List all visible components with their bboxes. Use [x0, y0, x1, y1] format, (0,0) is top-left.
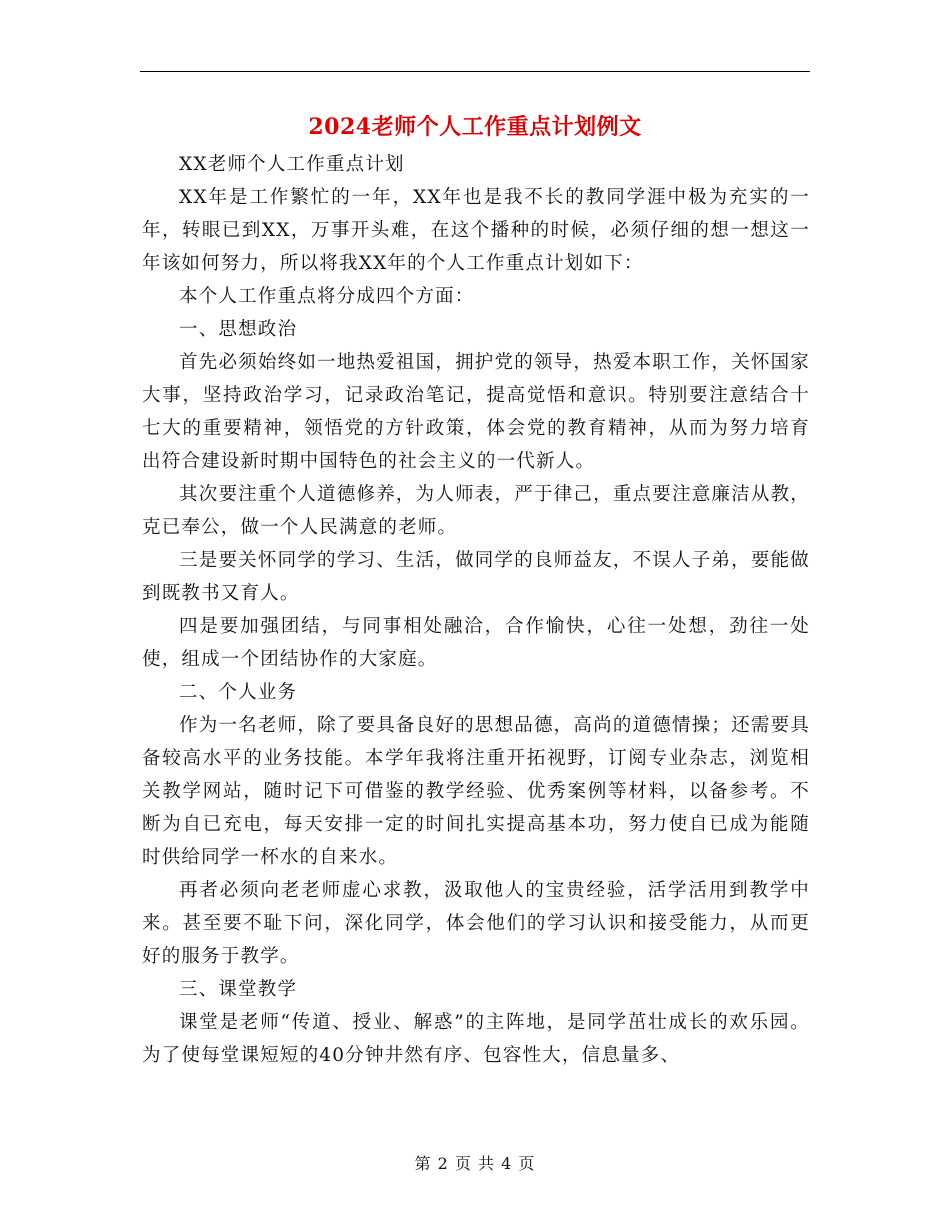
paragraph: 本个人工作重点将分成四个方面：: [179, 286, 475, 307]
section-heading: 二、个人业务: [179, 682, 298, 703]
header-rule: [140, 71, 810, 72]
document-body: [142, 148, 810, 1072]
section-heading: 三、课堂教学: [179, 979, 298, 1000]
page-number: 第 2 页 共 4 页: [414, 1154, 536, 1173]
paragraph: 四是要加强团结，与同事相处融洽，合作愉快，心往一处想，劲往一处使，组成一个团结协作的大家庭。: [142, 616, 810, 670]
section-heading: 一、思想政治: [179, 319, 298, 340]
paragraph: 课堂是老师“传道、授业、解惑”的主阵地，是同学茁壮成长的欢乐园。为了使每堂课短短的40分钟井然有序、包容性大，信息量多、: [142, 1012, 810, 1066]
page-footer: [0, 1152, 950, 1176]
paragraph: XX老师个人工作重点计划: [179, 154, 405, 175]
paragraph: 再者必须向老老师虚心求教，汲取他人的宝贵经验，活学活用到教学中来。甚至要不耻下问，深化同学，体会他们的学习认识和接受能力，从而更好的服务于教学。: [142, 880, 810, 967]
paragraph: 作为一名老师，除了要具备良好的思想品德，高尚的道德情操；还需要具备较高水平的业务技能。本学年我将注重开拓视野，订阅专业杂志，浏览相关教学网站，随时记下可借鉴的教学经验、优秀案例等材料，以备参考。不断为自已充电，每天安排一定的时间扎实提高基本功，努力使自已成为能随时供给同学一杯水的自来水。: [142, 715, 810, 868]
paragraph: XX年是工作繁忙的一年，XX年也是我不长的教同学涯中极为充实的一年，转眼已到XX，万事开头难，在这个播种的时候，必须仔细的想一想这一年该如何努力，所以将我XX年的个人工作重点计划如下：: [142, 187, 810, 274]
document-title: 2024老师个人工作重点计划例文: [308, 114, 642, 140]
paragraph: 三是要关怀同学的学习、生活，做同学的良师益友，不误人子弟，要能做到既教书又育人。: [142, 550, 810, 604]
paragraph: 首先必须始终如一地热爱祖国，拥护党的领导，热爱本职工作，关怀国家大事，坚持政治学习，记录政治笔记，提高觉悟和意识。特别要注意结合十七大的重要精神，领悟党的方针政策，体会党的教育精神，从而为努力培育出符合建设新时期中国特色的社会主义的一代新人。: [142, 352, 810, 472]
paragraph: 其次要注重个人道德修养，为人师表，严于律己，重点要注意廉洁从教，克已奉公，做一个人民满意的老师。: [142, 484, 810, 538]
